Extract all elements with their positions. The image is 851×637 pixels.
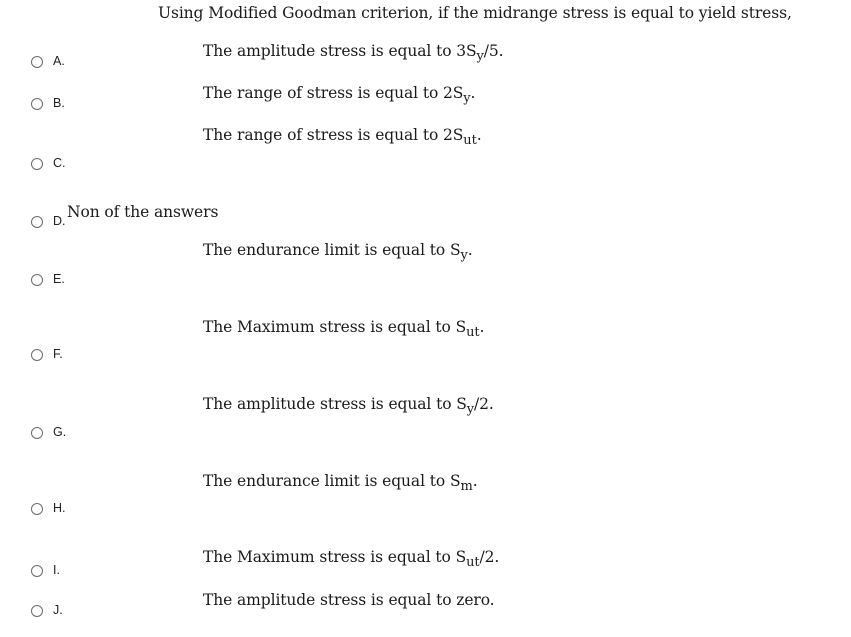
option-h-radio[interactable] [31, 503, 43, 515]
option-f-subscript: ut [466, 325, 480, 340]
option-f-text-end: . [479, 318, 485, 336]
option-c-subscript: ut [463, 133, 477, 148]
option-b-text-main: The range of stress is equal to 2S [203, 84, 464, 102]
option-f-text [203, 318, 484, 340]
option-i-text-main: The Maximum stress is equal to S [203, 548, 467, 566]
option-g-text-end: /2. [474, 395, 494, 413]
option-a-text-end: /5. [483, 42, 504, 60]
option-i-text [203, 548, 499, 570]
option-c-text-end: . [476, 126, 482, 144]
option-f-radio[interactable] [31, 349, 43, 361]
option-e-letter: E. [53, 272, 65, 286]
option-d-text [67, 203, 218, 221]
option-j-text-main: The amplitude stress is equal to zero. [203, 591, 495, 609]
option-i-text-end: /2. [479, 548, 500, 566]
option-d-letter: D. [53, 214, 66, 228]
option-h-text [203, 472, 478, 494]
option-a-text-main: The amplitude stress is equal to 3S [203, 42, 477, 60]
option-a-letter: A. [53, 54, 65, 68]
option-e-radio[interactable] [31, 274, 43, 286]
option-j-letter: J. [53, 603, 63, 617]
option-a-radio[interactable] [31, 56, 43, 68]
option-g-letter: G. [53, 425, 67, 439]
option-f-letter: F. [53, 347, 63, 361]
option-b-text [203, 84, 475, 106]
option-f-text-main: The Maximum stress is equal to S [203, 318, 467, 336]
option-i-letter: I. [53, 563, 60, 577]
option-i-subscript: ut [466, 555, 480, 570]
option-c-text-main: The range of stress is equal to 2S [203, 126, 464, 144]
option-g-text-main: The amplitude stress is equal to S [203, 395, 467, 413]
option-e-text-end: . [467, 241, 473, 259]
option-h-text-end: . [472, 472, 478, 490]
option-j-text [203, 591, 495, 609]
option-d-radio[interactable] [31, 216, 43, 228]
option-a-subscript: y [476, 49, 484, 64]
option-e-text-main: The endurance limit is equal to S [203, 241, 461, 259]
option-a-text [203, 42, 504, 64]
option-h-letter: H. [53, 501, 66, 515]
option-c-letter: C. [53, 156, 66, 170]
option-c-text [203, 126, 482, 148]
option-b-radio[interactable] [31, 98, 43, 110]
option-i-radio[interactable] [31, 565, 43, 577]
option-b-subscript: y [463, 91, 471, 106]
option-b-text-end: . [470, 84, 476, 102]
option-g-text [203, 395, 494, 417]
option-j-radio[interactable] [31, 605, 43, 617]
option-b-letter: B. [53, 96, 65, 110]
option-c-radio[interactable] [31, 158, 43, 170]
option-d-text-main: Non of the answers [67, 203, 219, 221]
option-e-text [203, 241, 473, 263]
option-e-subscript: y [460, 248, 468, 263]
option-g-radio[interactable] [31, 427, 43, 439]
option-h-text-main: The endurance limit is equal to S [203, 472, 461, 490]
question-text: Using Modified Goodman criterion, if the midrange stress is equal to yield stress, [158, 4, 792, 22]
option-h-subscript: m [460, 479, 473, 494]
option-g-subscript: y [466, 402, 475, 417]
